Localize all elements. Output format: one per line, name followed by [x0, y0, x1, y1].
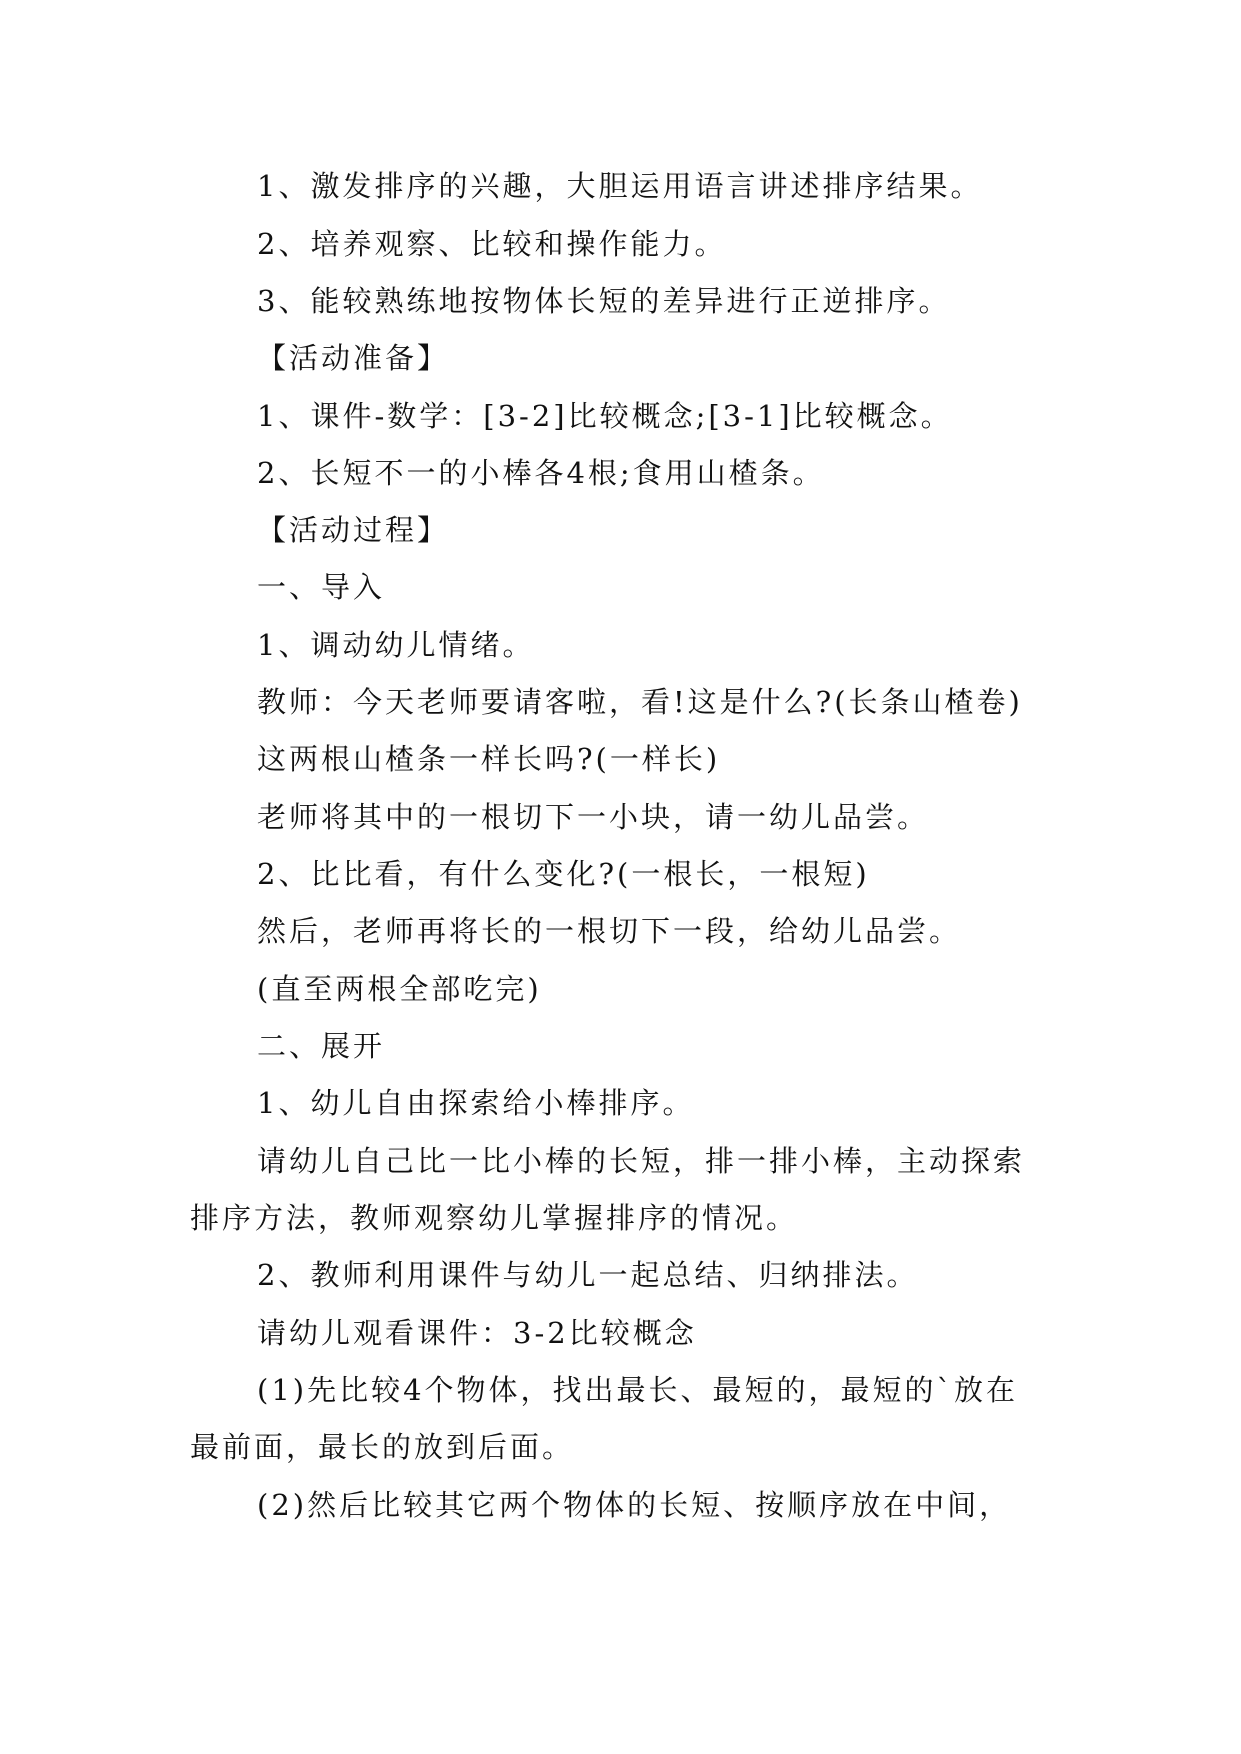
paragraph: (1)先比较4个物体，找出最长、最短的，最短的`放在	[257, 1373, 1019, 1407]
preparation-1: 1、课件-数学：[3-2]比较概念;[3-1]比较概念。	[257, 399, 953, 433]
goal-1: 1、激发排序的兴趣，大胆运用语言讲述排序结果。	[257, 169, 983, 203]
paragraph: 然后，老师再将长的一根切下一段，给幼儿品尝。	[257, 914, 962, 948]
section-heading-preparation: 【活动准备】	[257, 341, 450, 375]
paragraph: 老师将其中的一根切下一小块，请一幼儿品尝。	[257, 800, 930, 834]
paragraph-continuation: 排序方法，教师观察幼儿掌握排序的情况。	[190, 1201, 799, 1235]
paragraph: (2)然后比较其它两个物体的长短、按顺序放在中间，	[257, 1488, 1012, 1522]
paragraph: 2、比比看，有什么变化?(一根长，一根短)	[257, 857, 870, 891]
paragraph: 1、调动幼儿情绪。	[257, 628, 535, 662]
paragraph: (直至两根全部吃完)	[257, 972, 542, 1006]
paragraph: 请幼儿观看课件：3-2比较概念	[257, 1316, 697, 1350]
goal-3: 3、能较熟练地按物体长短的差异进行正逆排序。	[257, 284, 951, 318]
section-heading-process: 【活动过程】	[257, 513, 450, 547]
paragraph: 1、幼儿自由探索给小棒排序。	[257, 1086, 695, 1120]
paragraph: 教师：今天老师要请客啦，看!这是什么?(长条山楂卷)	[257, 685, 1023, 719]
paragraph: 这两根山楂条一样长吗?(一样长)	[257, 742, 721, 776]
paragraph: 2、教师利用课件与幼儿一起总结、归纳排法。	[257, 1258, 919, 1292]
subsection-expand: 二、展开	[257, 1029, 386, 1063]
subsection-intro: 一、导入	[257, 570, 386, 604]
preparation-2: 2、长短不一的小棒各4根;食用山楂条。	[257, 456, 825, 490]
goal-2: 2、培养观察、比较和操作能力。	[257, 227, 727, 261]
paragraph: 请幼儿自己比一比小棒的长短，排一排小棒，主动探索	[257, 1144, 1026, 1178]
paragraph-continuation: 最前面，最长的放到后面。	[190, 1430, 575, 1464]
